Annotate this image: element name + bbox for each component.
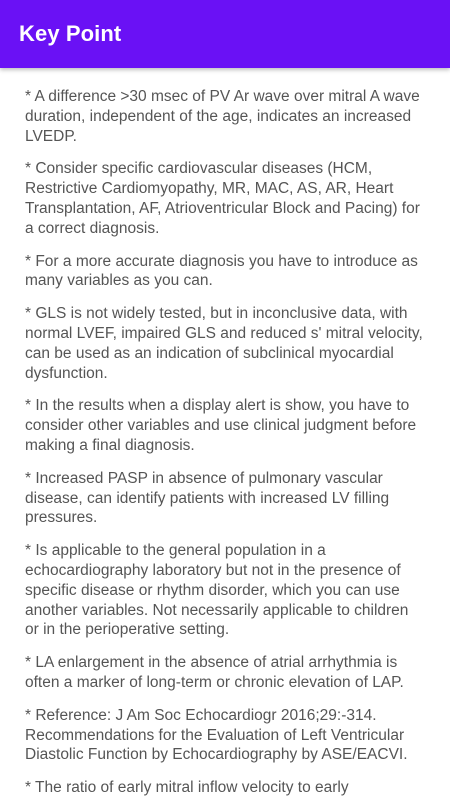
key-point-item: * GLS is not widely tested, but in inconclusive data, with normal LVEF, impaired GLS and reduced s' mitral velocity, can be used as an indication of subclinical myocardial dysfunction. xyxy=(25,305,423,382)
key-point-item: * Reference: J Am Soc Echocardiogr 2016;29:-314. Recommendations for the Evaluation of Left Ventricular Diastolic Function by Echocardiography by ASE/EACVI. xyxy=(25,706,408,764)
key-point-item: * Consider specific cardiovascular diseases (HCM, Restrictive Cardiomyopathy, MR, MAC, AS, AR, Heart Transplantation, AF, Atrioventricular Block and Pacing) for a correct diagnosis. xyxy=(25,160,420,237)
key-points-list xyxy=(0,68,450,798)
key-point-item: * Is applicable to the general population in a echocardiography laboratory but not in the presence of specific disease or rhythm disorder, which you can use another variables. Not necessarily applicable to children or in the perioperative setting. xyxy=(25,542,409,639)
key-point-item: * Increased PASP in absence of pulmonary vascular disease, can identify patients with increased LV filling pressures. xyxy=(25,469,390,527)
app-bar xyxy=(0,0,450,68)
key-point-item: * LA enlargement in the absence of atrial arrhythmia is often a marker of long-term or chronic elevation of LAP. xyxy=(25,654,404,691)
key-point-item: * The ratio of early mitral inflow velocity to early xyxy=(25,779,349,797)
key-point-item: * In the results when a display alert is show, you have to consider other variables and use clinical judgment before making a final diagnosis. xyxy=(25,397,417,454)
key-point-item: * For a more accurate diagnosis you have to introduce as many variables as you can. xyxy=(25,252,418,290)
key-points-scroll-area[interactable] xyxy=(0,68,450,800)
key-point-item: * A difference >30 msec of PV Ar wave over mitral A wave duration, independent of the age, indicates an increased LVEDP. xyxy=(25,88,420,145)
page-title: Key Point xyxy=(19,21,122,46)
